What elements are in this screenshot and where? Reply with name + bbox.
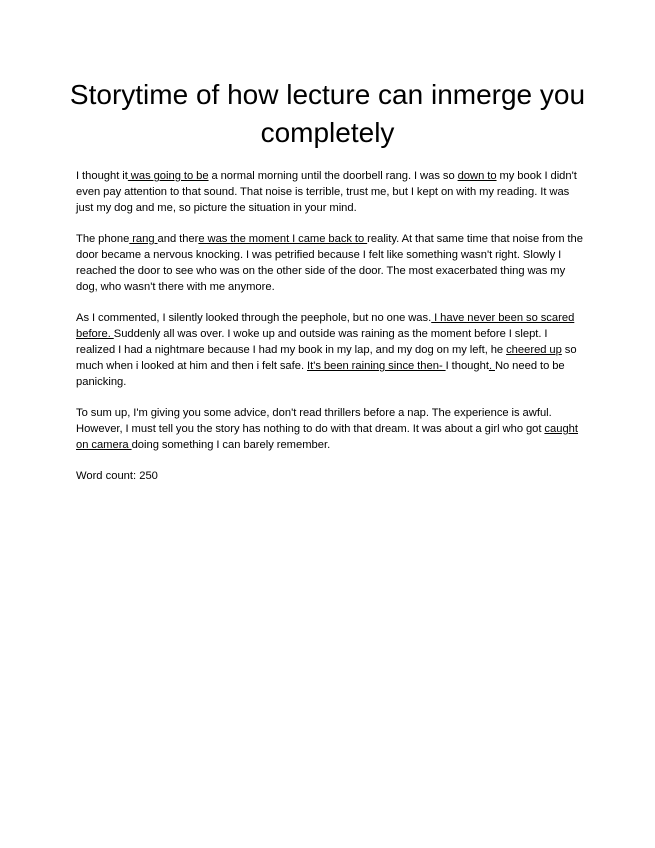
text-run: reality. At that same time that noise from the door became a nervous knocking. I was petrified because I felt like something wasn't right. Slowly I reached the door to see who was on the other side of the door. The most exacerbated thing was my dog, who wasn't there with me anymore. <box>76 233 583 293</box>
text-run: my book I didn't even pay attention to that sound. That noise is terrible, trust me, but I kept on with my reading. It was just my dog and me, so picture the situation in your mind. <box>76 170 577 214</box>
text-run: I thought it <box>76 170 128 182</box>
underlined-text-run: down to <box>457 170 497 182</box>
paragraph-3 <box>76 310 586 390</box>
text-run: As I commented, I silently looked through the peephole, but no one was. <box>76 312 432 324</box>
underlined-text-run: I have never been so scared before. <box>76 312 575 340</box>
paragraph-1 <box>76 168 586 216</box>
underlined-text-run: e was the moment I came back to <box>198 233 368 245</box>
paragraph-2 <box>76 231 586 295</box>
document-body <box>76 168 586 484</box>
text-run: Suddenly all was over. I woke up and outside was raining as the moment before I slept. I realized I had a nightmare because I had my book in my lap, and my dog on my left, he <box>76 328 548 356</box>
text-run: so much when i looked at him and then i felt safe. <box>76 344 577 372</box>
text-run: To sum up, I'm giving you some advice, don't read thrillers before a nap. The experience is awful. However, I must tell you the story has nothing to do with that dream. It was about a girl who got <box>76 407 552 435</box>
underlined-text-run: It's been raining since then- <box>307 360 446 372</box>
underlined-text-run: . <box>488 360 495 372</box>
paragraph-4 <box>76 405 586 453</box>
underlined-text-run: cheered up <box>506 344 562 356</box>
text-run: I thought <box>445 360 489 372</box>
underlined-text-run: was going to be <box>127 170 209 182</box>
text-run: doing something I can barely remember. <box>131 439 331 451</box>
text-run: The phone <box>76 233 130 245</box>
document-title: Storytime of how lecture can inmerge you completely <box>69 79 586 148</box>
underlined-text-run: caught on camera <box>76 423 578 451</box>
text-run: and ther <box>157 233 199 245</box>
underlined-text-run: rang <box>129 233 158 245</box>
text-run: No need to be panicking. <box>76 360 565 388</box>
text-run: a normal morning until the doorbell rang. I was so <box>208 170 458 182</box>
word-count: Word count: 250 <box>76 470 158 482</box>
